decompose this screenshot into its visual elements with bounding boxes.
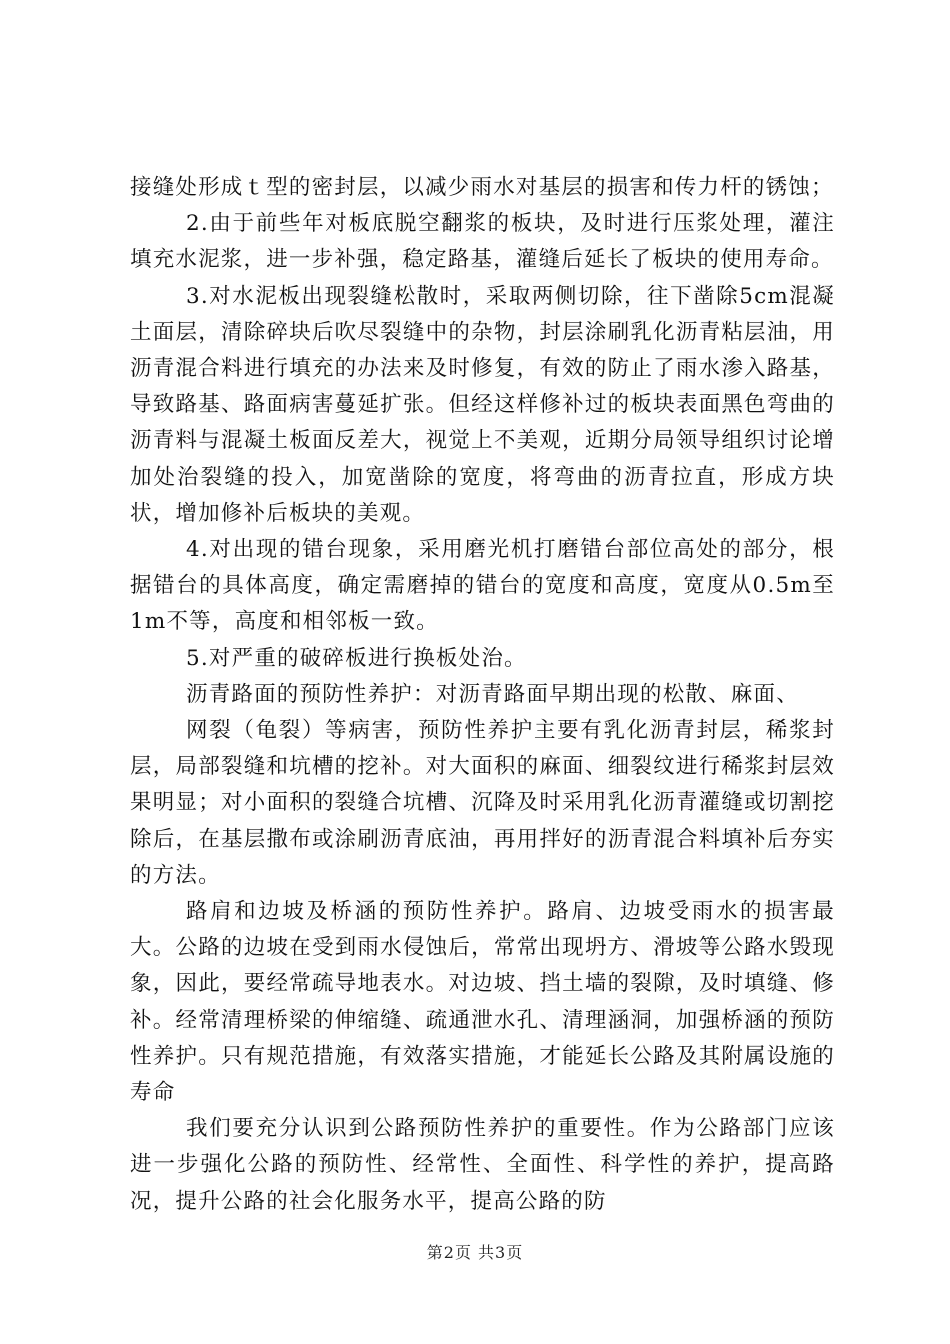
paragraph-shoulder-slope: 路肩和边坡及桥涵的预防性养护。路肩、边坡受雨水的损害最大。公路的边坡在受到雨水侵蚀后，常常出现坍方、滑坡等公路水毁现象，因此，要经常疏导地表水。对边坡、挡土墙的裂隙，及时填缝、修补。经常清理桥梁的伸缩缝、疏通泄水孔、清理涵洞，加强桥涵的预防性养护。只有规范措施，有效落实措施，才能延长公路及其附属设施的寿命 — [130, 899, 835, 1106]
paragraph-asphalt-heading: 沥青路面的预防性养护：对沥青路面早期出现的松散、麻面、 — [186, 681, 799, 707]
paragraph-asphalt-body: 网裂（龟裂）等病害，预防性养护主要有乳化沥青封层，稀浆封层，局部裂缝和坑槽的挖补。对大面积的麻面、细裂纹进行稀浆封层效果明显；对小面积的裂缝合坑槽、沉降及时采用乳化沥青灌缝或切割挖除后，在基层撒布或涂刷沥青底油，再用拌好的沥青混合料填补后夯实的方法。 — [130, 718, 835, 888]
paragraph-item-5: 5.对严重的破碎板进行换板处治。 — [186, 645, 527, 671]
document-body — [130, 170, 835, 1220]
paragraph-item-4: 4.对出现的错台现象，采用磨光机打磨错台部位高处的部分，根据错台的具体高度，确定需磨掉的错台的宽度和高度，宽度从0.5m至1m不等，高度和相邻板一致。 — [130, 537, 835, 635]
paragraph-continuation: 接缝处形成ｔ型的密封层，以减少雨水对基层的损害和传力杆的锈蚀； — [130, 175, 834, 200]
paragraph-item-3: 3.对水泥板出现裂缝松散时，采取两侧切除，往下凿除5cm混凝土面层，清除碎块后吹尽裂缝中的杂物，封层涂刷乳化沥青粘层油，用沥青混合料进行填充的办法来及时修复，有效的防止了雨水渗入路基，导致路基、路面病害蔓延扩张。但经这样修补过的板块表面黑色弯曲的沥青料与混凝土板面反差大，视觉上不美观，近期分局领导组织讨论增加处治裂缝的投入，加宽凿除的宽度，将弯曲的沥青拉直，形成方块状，增加修补后板块的美观。 — [130, 283, 835, 526]
page-footer: 第2页 共3页 — [426, 1243, 524, 1262]
paragraph-conclusion: 我们要充分认识到公路预防性养护的重要性。作为公路部门应该进一步强化公路的预防性、经常性、全面性、科学性的养护，提高路况，提升公路的社会化服务水平，提高公路的防 — [130, 1116, 835, 1214]
paragraph-item-2: 2.由于前些年对板底脱空翻浆的板块，及时进行压浆处理，灌注填充水泥浆，进一步补强，稳定路基，灌缝后延长了板块的使用寿命。 — [130, 211, 835, 273]
